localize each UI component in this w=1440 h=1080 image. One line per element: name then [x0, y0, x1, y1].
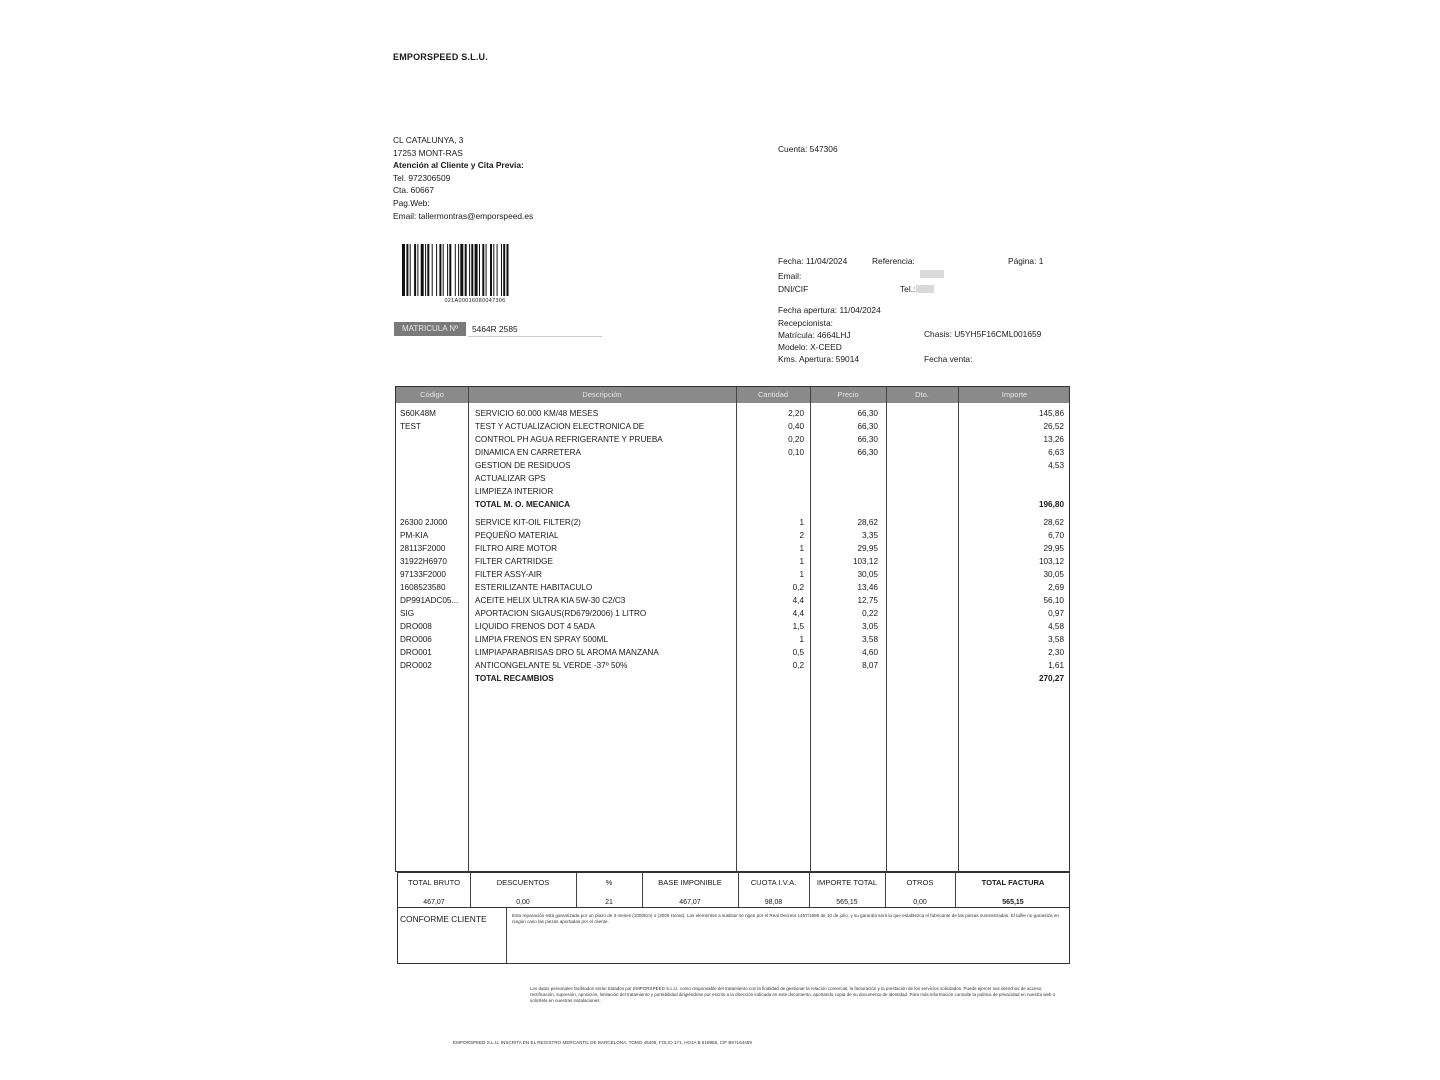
table-row	[396, 581, 1069, 594]
info-fecha: Fecha: 11/04/2024	[778, 256, 848, 266]
cell-amount: 1,61	[1048, 661, 1064, 670]
iva-percent-value: 21	[605, 899, 613, 906]
total-bruto-label: TOTAL BRUTO	[407, 878, 461, 887]
cell-description: GESTION DE RESIDUOS	[475, 461, 571, 470]
cell-amount: 6,63	[1048, 448, 1064, 457]
totals-box	[397, 872, 1070, 908]
table-row-total	[396, 672, 1069, 685]
cell-price: 8,07	[862, 661, 878, 670]
cell-quantity: 0,2	[792, 583, 804, 592]
info-kms: Kms. Apertura: 59014	[778, 354, 860, 364]
iva-percent-label: %	[605, 878, 613, 887]
cell-amount: 26,52	[1043, 422, 1064, 431]
cell-code: TEST	[400, 422, 421, 431]
address-street: CL CATALUNYA, 3	[393, 135, 464, 145]
table-row	[396, 607, 1069, 620]
cell-code: 97133F2000	[400, 570, 446, 579]
redacted-block	[920, 270, 944, 278]
info-tel: Tel.:	[900, 284, 916, 294]
company-address	[393, 134, 533, 222]
cell-description: SERVICE KIT-OIL FILTER(2)	[475, 518, 581, 527]
table-row	[396, 646, 1069, 659]
cell-code: S60K48M	[400, 409, 436, 418]
company-name: EMPORSPEED S.L.U.	[393, 52, 488, 62]
cell-quantity: 1	[799, 518, 804, 527]
descuentos-value: 0,00	[516, 899, 530, 906]
info-dni: DNI/CIF	[778, 284, 809, 294]
address-tel: Tel. 972306509	[393, 172, 451, 183]
cuota-iva-label: CUOTA I.V.A.	[750, 878, 797, 887]
address-web: Pag.Web:	[393, 197, 430, 208]
cell-code: DP991ADC05...	[400, 596, 459, 605]
labor-total-label: TOTAL M. O. MECANICA	[475, 500, 571, 509]
conforme-note: Esta reparación está garantizada por un plazo de 3 meses (1000Km) o (2000 Horas). Los elementos a sustituir se rigen por el Real Decreto 1457/1986 de 10 de julio, y su garantía será la que establezca el fabricante de las piezas suministradas. El taller no garantiza en ningún caso las piezas aportadas por el cliente.	[512, 913, 1059, 925]
table-header	[396, 387, 1069, 403]
header-discount: Dto.	[915, 390, 929, 399]
cell-description: SERVICIO 60.000 KM/48 MESES	[475, 409, 599, 418]
descuentos-label: DESCUENTOS	[496, 878, 550, 887]
table-row	[396, 594, 1069, 607]
cell-code: DRO001	[400, 648, 432, 657]
cell-quantity: 1	[799, 557, 804, 566]
cell-quantity: 0,20	[788, 435, 804, 444]
cell-price: 66,30	[857, 448, 878, 457]
cell-amount: 0,97	[1048, 609, 1064, 618]
cell-description: LIQUIDO FRENOS DOT 4 5ADA	[475, 622, 595, 631]
info-fecha-venta: Fecha venta:	[924, 354, 973, 364]
cell-code: 1608523580	[400, 583, 446, 592]
address-city: 17253 MONT-RAS	[393, 147, 463, 158]
invoice-lines-table	[395, 386, 1070, 872]
barcode-icon	[402, 244, 548, 296]
cell-quantity: 0,2	[792, 661, 804, 670]
plate-value: 5464R 2585	[468, 322, 602, 337]
cell-code: DRO006	[400, 635, 432, 644]
cell-description: ACEITE HELIX ULTRA KIA 5W-30 C2/C3	[475, 596, 626, 605]
cell-quantity: 0,40	[788, 422, 804, 431]
cell-quantity: 4,4	[792, 609, 804, 618]
cell-amount: 2,30	[1048, 648, 1064, 657]
parts-total-label: TOTAL RECAMBIOS	[475, 674, 554, 683]
cell-quantity: 1	[799, 570, 804, 579]
cell-amount: 30,05	[1043, 570, 1064, 579]
table-row	[396, 420, 1069, 433]
info-fecha-apertura: Fecha apertura: 11/04/2024	[778, 305, 881, 315]
cell-price: 4,60	[862, 648, 878, 657]
cell-amount: 28,62	[1043, 518, 1064, 527]
table-row	[396, 568, 1069, 581]
cell-quantity: 1,5	[792, 622, 804, 631]
cell-amount: 4,53	[1048, 461, 1064, 470]
table-row	[396, 555, 1069, 568]
cell-description: FILTER CARTRIDGE	[475, 557, 553, 566]
header-code: Código	[420, 390, 444, 399]
otros-value: 0,00	[913, 899, 927, 906]
conforme-label: CONFORME CLIENTE	[400, 914, 487, 924]
total-bruto-value: 467,07	[423, 899, 445, 906]
cell-price: 3,35	[862, 531, 878, 540]
otros-label: OTROS	[906, 878, 934, 887]
cell-code: 31922H6970	[400, 557, 447, 566]
cell-amount: 29,95	[1043, 544, 1064, 553]
total-factura-value: 565,15	[1002, 899, 1024, 906]
address-email: Email: tallermontras@emporspeed.es	[393, 210, 534, 221]
table-row	[396, 542, 1069, 555]
cell-price: 3,05	[862, 622, 878, 631]
cell-quantity: 2	[799, 531, 804, 540]
cell-code: DRO008	[400, 622, 432, 631]
cell-description: DINAMICA EN CARRETERA	[475, 448, 581, 457]
conforme-divider	[506, 908, 507, 963]
table-row	[396, 459, 1069, 472]
attention-label: Atención al Cliente y Cita Previa:	[393, 160, 524, 171]
base-imponible-value: 467,07	[679, 899, 701, 906]
table-row	[396, 433, 1069, 446]
legal-notice: Los datos personales facilitados serán tratados por EMPORSPEED S.L.U. como responsable del tratamiento con la finalidad de gestionar la relación comercial, la facturación y la prestación de los servicios solicitados. Puede ejercer sus derechos de acceso, rectificación, supresión, oposición, limitación del tratamiento y portabilidad dirigiéndose por escrito a la dirección indicada en este documento, aportando copia de su documento de identidad. Para más información consulte la política de privacidad en nuestra web o solicítela en nuestras instalaciones.	[530, 986, 1056, 1003]
cell-quantity: 1	[799, 635, 804, 644]
header-price: Precio	[837, 390, 859, 399]
cell-description: LIMPIEZA INTERIOR	[475, 487, 554, 496]
table-row	[396, 659, 1069, 672]
table-row	[396, 620, 1069, 633]
importe-total-label: IMPORTE TOTAL	[816, 878, 878, 887]
info-pagina: Página: 1	[1008, 256, 1044, 266]
conforme-box	[397, 908, 1070, 964]
barcode-number: 021A00016080047306	[444, 298, 506, 304]
cell-description: FILTER ASSY-AIR	[475, 570, 542, 579]
cell-description: ANTICONGELANTE 5L VERDE -37º 50%	[475, 661, 628, 670]
total-factura-label: TOTAL FACTURA	[981, 878, 1045, 887]
cell-amount: 6,70	[1048, 531, 1064, 540]
cell-amount: 145,86	[1038, 409, 1064, 418]
info-modelo: Modelo: X-CEED	[778, 342, 842, 352]
table-row	[396, 529, 1069, 542]
cell-amount: 13,26	[1043, 435, 1064, 444]
address-cta: Cta. 60667	[393, 185, 434, 196]
labor-total-amount: 196,80	[1038, 500, 1064, 509]
cell-price: 29,95	[857, 544, 878, 553]
cell-quantity: 2,20	[788, 409, 804, 418]
plate-label: MATRICULA Nº	[394, 322, 466, 336]
cell-price: 0,22	[862, 609, 878, 618]
info-email: Email:	[778, 271, 802, 281]
table-row	[396, 485, 1069, 498]
table-row	[396, 472, 1069, 485]
account-number: Cuenta: 547306	[778, 144, 838, 154]
cell-description: LIMPIAPARABRISAS DRO 5L AROMA MANZANA	[475, 648, 659, 657]
cell-quantity: 0,10	[788, 448, 804, 457]
cell-amount: 4,58	[1048, 622, 1064, 631]
cell-code: 26300 2J000	[400, 518, 448, 527]
cell-description: ACTUALIZAR GPS	[475, 474, 546, 483]
table-row	[396, 446, 1069, 459]
info-matricula: Matrícula: 4664LHJ	[778, 330, 851, 340]
cell-code: DRO002	[400, 661, 432, 670]
table-row	[396, 516, 1069, 529]
cell-price: 12,75	[857, 596, 878, 605]
cell-amount: 3,58	[1048, 635, 1064, 644]
cell-description: FILTRO AIRE MOTOR	[475, 544, 558, 553]
cell-price: 66,30	[857, 435, 878, 444]
cell-price: 30,05	[857, 570, 878, 579]
header-quantity: Cantidad	[757, 390, 789, 399]
registry-footer: EMPORSPEED S.L.U. INSCRITA EN EL REGISTRO MERCANTIL DE BARCELONA, TOMO 46405, FOLIO 171, HOJA B 519968, CIF B67164459	[453, 1040, 752, 1045]
cell-amount: 103,12	[1038, 557, 1064, 566]
cell-description: PEQUEÑO MATERIAL	[475, 531, 559, 540]
cell-price: 3,58	[862, 635, 878, 644]
cell-price: 66,30	[857, 422, 878, 431]
cell-code: 28113F2000	[400, 544, 446, 553]
cell-description: ESTERILIZANTE HABITACULO	[475, 583, 593, 592]
cell-price: 13,46	[857, 583, 878, 592]
info-referencia: Referencia:	[872, 256, 915, 266]
info-recepcionista: Recepcionista:	[778, 318, 833, 328]
cell-amount: 2,69	[1048, 583, 1064, 592]
cell-quantity: 0,5	[792, 648, 804, 657]
header-amount: Importe	[1001, 390, 1028, 399]
cell-description: CONTROL PH AGUA REFRIGERANTE Y PRUEBA	[475, 435, 663, 444]
table-row	[396, 633, 1069, 646]
cell-price: 28,62	[857, 518, 878, 527]
importe-total-value: 565,15	[836, 899, 858, 906]
cell-description: LIMPIA FRENOS EN SPRAY 500ML	[475, 635, 609, 644]
redacted-block	[916, 285, 934, 293]
table-row-total	[396, 498, 1069, 511]
cell-price: 103,12	[852, 557, 878, 566]
cell-price: 66,30	[857, 409, 878, 418]
parts-total-amount: 270,27	[1038, 674, 1064, 683]
info-chasis: Chasis: U5YH5F16CML001659	[924, 329, 1042, 339]
base-imponible-label: BASE IMPONIBLE	[658, 878, 722, 887]
header-description: Descripción	[582, 390, 622, 399]
cell-code: SIG	[400, 609, 415, 618]
cell-code: PM-KIA	[400, 531, 429, 540]
cell-quantity: 1	[799, 544, 804, 553]
cell-quantity: 4,4	[792, 596, 804, 605]
cuota-iva-value: 98,08	[764, 899, 783, 906]
cell-amount: 56,10	[1043, 596, 1064, 605]
cell-description: TEST Y ACTUALIZACION ELECTRONICA DE	[475, 422, 645, 431]
cell-description: APORTACION SIGAUS(RD679/2006) 1 LITRO	[475, 609, 647, 618]
table-row	[396, 407, 1069, 420]
